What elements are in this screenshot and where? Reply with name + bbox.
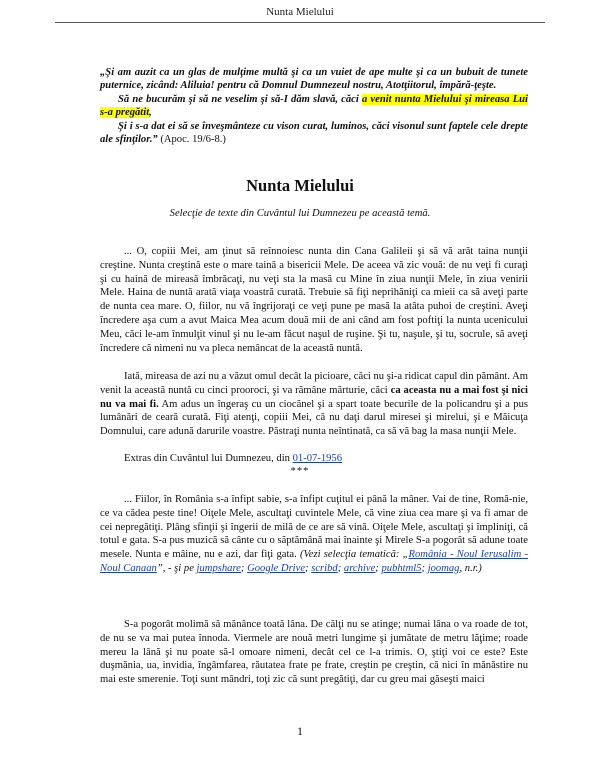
source-text: Extras din Cuvântul lui Dumnezeu, din — [124, 453, 293, 464]
header-divider — [55, 22, 545, 23]
paragraph-2-start: Iată, mireasa de azi nu a văzut omul decât la picioare, căci nu şi-a ridicat capul din pământ. Am venit la această nuntă cu cinci prooroci, şi va rămâne mărturie, căci — [100, 371, 528, 396]
source-line — [124, 453, 342, 464]
epigraph-reference: (Apoc. 19/6-8.) — [157, 134, 226, 146]
note-close: , n.r.) — [459, 562, 482, 574]
paragraph-3-text: ... Fiilor, în România s-a înfipt sabie, s-a înfipt cuţitul ei până la mâner. Vai de tine, Româ-nie, ce va cădea peste tine! Oiţele Mele, ascultaţi cuvintele Mele, că vine ziua cea mare şi va fi amar de cei nepregătiţi. Plâng sfinţii şi îngerii de milă de ce are să vină. Oiţele Mele, ascultaţi şi împliniţi, că totul e gata. S-a pus muzică să cânte cu o săptămână mai înainte şi Mirele S-a pogorât să adune toate mesele. Nunta e mâine, nu e azi, dar fiţi gata. — [100, 494, 528, 561]
link-sep: ; — [421, 562, 428, 574]
running-header: Nunta Mielului — [266, 6, 334, 18]
section-separator: *** — [290, 466, 310, 477]
paragraph-4-text: S-a pogorât molimă să mănânce toată lâna. De călţi nu se atinge; numai lâna o va roade de tot, de nu se va mai putea înnoda. Viermele are nouă metri lungime şi jumătate de metru lăţime; roade mereu la lână şi nu poate să-l omoare nimeni, decât cel ce l-a trimis. O, ştiţi voi ce este? Este duşmănia, ua, invidia, îngâmfarea, răutatea frate pe frate, creştin pe creştin, că nici în mănăstire nu mai este smerenie. Toţi sunt mândri, toţi zic că sunt pregătiţi, dar cu greu mai găseşti maici — [100, 619, 528, 686]
paragraph-1 — [100, 245, 528, 355]
epigraph-line-1: „Şi am auzit ca un glas de mulţime multă şi ca un vuiet de ape multe şi ca un bubuit de tunete puternice, zicând: Aliluia! pentru că Domnul Dumnezeul nostru, Atotţiitorul, împără-ţeşte. — [100, 67, 528, 92]
source-date-link[interactable]: 01-07-1956 — [292, 453, 343, 464]
epigraph-line-3: Şi i s-a dat ei să se înveşmânteze cu vison curat, luminos, căci visonul sunt faptele cele drepte ale sfinţilor.” — [100, 120, 528, 146]
link-archive[interactable]: archive — [343, 562, 376, 574]
link-sep: ; — [305, 562, 312, 574]
note-mid: ”, - şi pe — [156, 562, 197, 574]
page-title: Nunta Mielului — [246, 176, 354, 195]
link-jumpshare[interactable]: jumpshare — [196, 562, 241, 574]
paragraph-2 — [100, 370, 528, 439]
link-pubhtml5[interactable]: pubhtml5 — [381, 562, 422, 574]
paragraph-4 — [100, 618, 528, 687]
link-joomag[interactable]: joomag — [427, 562, 460, 574]
link-sep: ; — [337, 562, 344, 574]
link-scribd[interactable]: scribd — [311, 562, 338, 574]
epigraph-line-2-start: Să ne bucurăm şi să ne veselim şi să-I dăm slavă, căci — [118, 93, 362, 105]
note-open: (Vezi selecţia tematică: „ — [299, 549, 409, 561]
epigraph-highlight: a venit nunta Mielului şi mireasa Lui s-a pregătit — [100, 93, 528, 119]
link-sep: ; — [375, 562, 382, 574]
paragraph-2-end: Am adus un îngeraş cu un ciocănel şi a spart toate becurile de la policandru şi a pus lumânări de ceară curată. Fiţi atenţi, copiii Mei, că nu daţi darul miresei şi mirelui, şi e Măicuţa Domnului, care adună darurile voastre. Păstraţi nunta neîntinată, ca să vă bag la masa nunţii Mele. — [100, 398, 528, 438]
paragraph-2-bold: ca aceasta nu a mai fost şi nici nu va mai fi. — [100, 384, 528, 410]
page-subtitle: Selecţie de texte din Cuvântul lui Dumnezeu pe această temă. — [169, 208, 431, 219]
link-romania-noul-ierusalim[interactable]: România - Noul Ierusalim - Noul Canaan — [100, 549, 528, 574]
link-google-drive[interactable]: Google Drive — [247, 562, 306, 574]
link-sep: ; — [240, 562, 248, 574]
epigraph-line-2-end: , — [149, 107, 152, 119]
page-number: 1 — [297, 724, 303, 738]
epigraph-quote — [100, 66, 528, 146]
paragraph-3 — [100, 493, 528, 576]
paragraph-1-text: ... O, copiii Mei, am ţinut să reînnoiesc nunta din Cana Galileii şi să vă arăt taina nunţii creştine. Nunta creştină este o mare taină a bisericii Mele. De aceea vă zic vouă: de nu veţi fi curaţi şi cu haină de mireasă îmbrăcaţi, nu veţi sta la masă cu Mine în ziua nunţii Mele, în ziua venirii Mele. Haina de nuntă arată viaţa voastră curată. Trebuie să fiţi neprihăniţi ca mieii ca să aveţi parte de nunta cea mare. O, fiilor, nu vă îngrijoraţi ce veţi pune pe masă la atâta puhoi de creştini. Aveţi încredere aşa cum a avut Maica Mea acum două mii de ani când am fost poftiţi la nunta ucenicului Meu, căci le-am înmulţit vinul şi nu le-am făcut naşul de ruşine. Şi tu, naşule, şi tu, socrule, să aveţi încredere că nimeni nu va pleca nemâncat de la această nuntă. — [100, 246, 528, 354]
